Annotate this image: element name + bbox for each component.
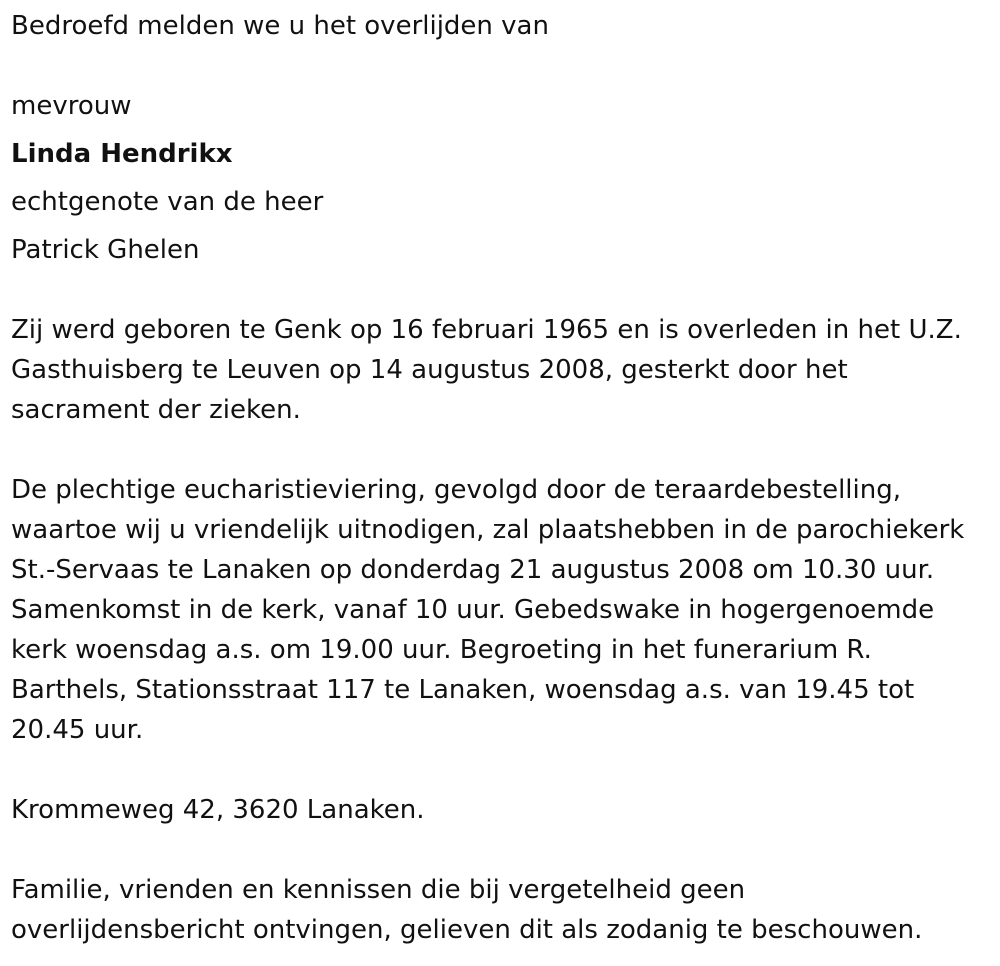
ceremony-line: St.-Servaas te Lanaken op donderdag 21 augustus 2008 om 10.30 uur. (11, 555, 935, 585)
birth-death-line: Zij werd geboren te Genk op 16 februari 1965 en is overleden in het U.Z. (11, 315, 962, 345)
deceased-name: Linda Hendrikx (11, 139, 233, 169)
ceremony-line: waartoe wij u vriendelijk uitnodigen, zal plaatshebben in de parochiekerk (11, 515, 965, 545)
closing-line: overlijdensbericht ontvingen, gelieven dit als zodanig te beschouwen. (11, 915, 923, 945)
intro-text: Bedroefd melden we u het overlijden van (11, 11, 549, 41)
ceremony-line: Samenkomst in de kerk, vanaf 10 uur. Gebedswake in hogergenoemde (11, 595, 935, 625)
ceremony-line: Barthels, Stationsstraat 117 te Lanaken, woensdag a.s. van 19.45 tot (11, 675, 915, 705)
relation-text: echtgenote van de heer (11, 187, 324, 217)
ceremony-line: 20.45 uur. (11, 715, 144, 745)
closing-line: Familie, vrienden en kennissen die bij vergetelheid geen (11, 875, 746, 905)
spouse-name: Patrick Ghelen (11, 235, 200, 265)
salutation-text: mevrouw (11, 91, 132, 121)
ceremony-line: De plechtige eucharistieviering, gevolgd door de teraardebestelling, (11, 475, 902, 505)
birth-death-line: Gasthuisberg te Leuven op 14 augustus 2008, gesterkt door het (11, 355, 848, 385)
birth-death-line: sacrament der zieken. (11, 395, 301, 425)
address-text: Krommeweg 42, 3620 Lanaken. (11, 795, 425, 825)
ceremony-line: kerk woensdag a.s. om 19.00 uur. Begroeting in het funerarium R. (11, 635, 872, 665)
